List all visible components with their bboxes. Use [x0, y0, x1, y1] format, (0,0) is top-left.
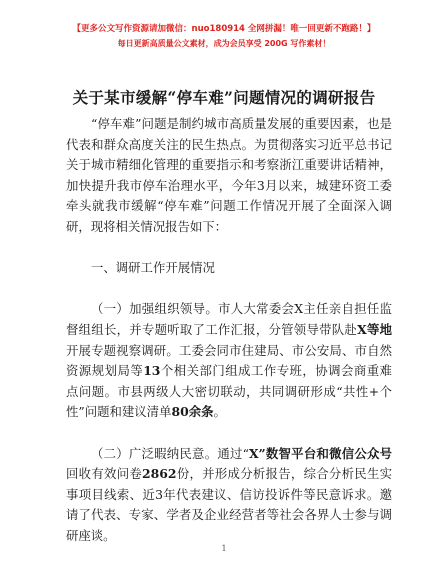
intro-paragraph: “停车难”问题是制约城市高质量发展的重要因素，也是代表和群众高度关注的民生热点。为贯彻落实习近平总书记关于城市精细化管理的重要指示和考察浙江重要讲话精神，加快提升我市停车治理水平，今年3月以来，城建环资工委牵头就我市缓解“停车难”问题工作情况开展了全面深入调研，现将相关情况报告如下： — [66, 116, 392, 234]
section-heading-1: 一、调研工作开展情况 — [91, 260, 215, 276]
item-1-text-e: 个相关部门组成工作专班，协调会商重难点问题。市县两级人大密切联动，共同调研形成“共性+个性”问题和建议清单 — [66, 363, 392, 420]
document-title: 关于某市缓解“停车难”问题情况的调研报告 — [72, 88, 376, 107]
item-1-paragraph — [66, 299, 392, 423]
item-1-text-g: 。 — [213, 404, 226, 420]
document-body — [66, 114, 392, 546]
page-number: 1 — [221, 544, 227, 553]
promo-banner-line-1: 【更多公文写作资源请加微信：nuo180914 全网拼漏！唯一回更新不跑路！】 — [72, 24, 376, 34]
item-2-text-e: 份，并形成分析报告，综合分析民生实事项目线索、近3年代表建议、信访投诉件等民意诉求。邀请了代表、专家、学者及企业经营者等社会各界人士参与调研座谈。 — [66, 466, 393, 543]
item-2-text-c: 回收有效问卷 — [66, 466, 143, 482]
item-1-text-b: X等地 — [357, 321, 393, 337]
item-2-paragraph — [66, 444, 392, 547]
item-2-text-b: X”数智平台和微信公众号 — [248, 445, 392, 461]
item-2-text-d: 2862 — [142, 466, 177, 482]
item-1-text-c: 开展专题视察调研。工委会同市住建局、市公安局、市自然资源规划局等 — [66, 342, 392, 379]
item-1-text-a: 市人大常委会X主任亲自担任监督组组长，并专题听取了工作汇报，分管领导带队赴 — [66, 301, 392, 337]
item-2-text-a: 通过“ — [217, 445, 249, 461]
item-2-label: （二）广泛暇纳民意。 — [91, 445, 218, 461]
item-1-label: （一）加强组织领导。 — [91, 301, 219, 317]
item-1-text-d: 13 — [143, 363, 161, 379]
promo-banner-line-2: 每日更新高质量公文素材，成为会员享受 200G 写作素材！ — [117, 39, 331, 48]
item-1-text-f: 80余条 — [171, 404, 214, 420]
